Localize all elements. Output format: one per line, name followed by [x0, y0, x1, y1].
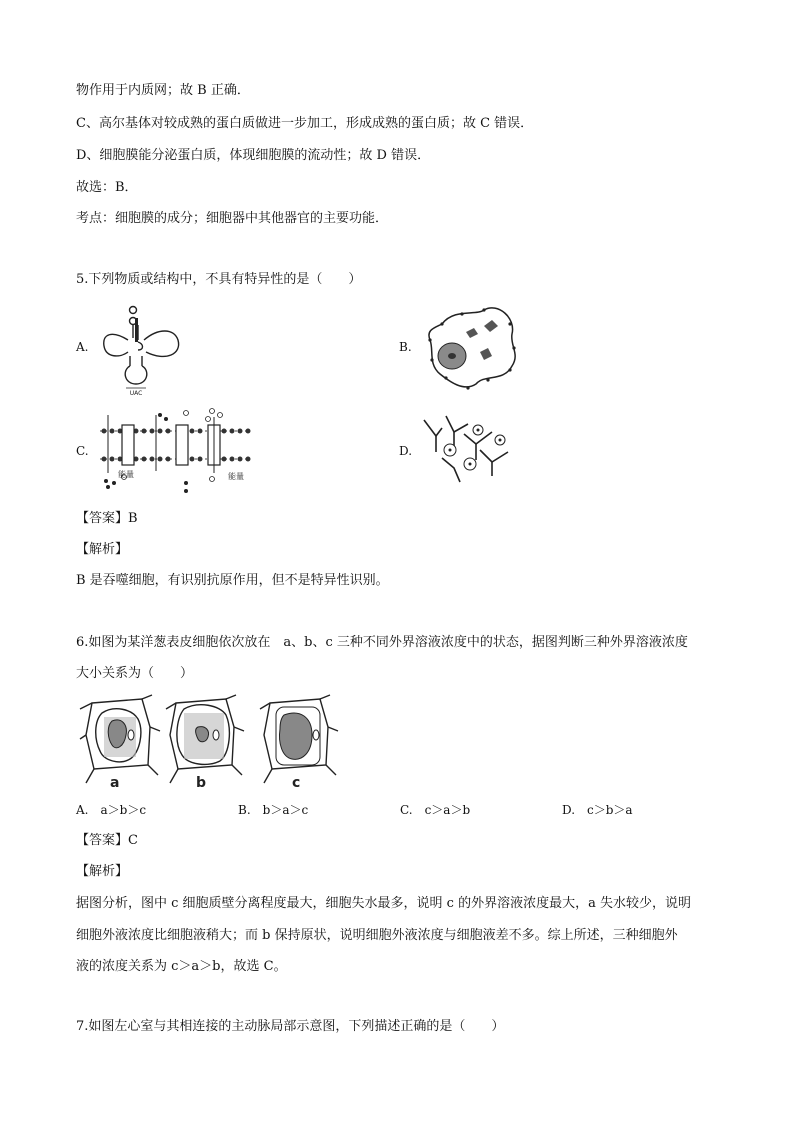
trna-figure [100, 300, 190, 397]
answer-label: 【答案】C [76, 833, 138, 848]
option-a: A. a＞b＞c [76, 803, 147, 817]
question-6-stem: 大小关系为（ ） [76, 666, 194, 681]
analysis-text: 据图分析，图中 c 细胞质壁分离程度最大，细胞失水最多，说明 c 的外界溶液浓度最大，a 失水较少，说明 [76, 896, 691, 911]
text-line: 考点：细胞膜的成分；细胞器中其他器官的主要功能． [76, 211, 389, 226]
phagocyte-figure [424, 302, 524, 392]
onion-cell-figure [80, 695, 340, 795]
analysis-label: 【解析】 [76, 864, 129, 879]
cell-b-label: b [196, 775, 207, 791]
anticodon-label: UAC [129, 390, 143, 397]
answer-label: 【答案】B [76, 511, 138, 526]
option-d-label: D. [399, 444, 413, 458]
cell-a-label: a [110, 775, 120, 791]
cell-c-label: c [292, 775, 301, 791]
antibody-antigen-figure [420, 410, 512, 486]
text-line: 故选：B． [76, 180, 138, 195]
analysis-label: 【解析】 [76, 542, 129, 557]
option-c-label: C. [76, 444, 89, 458]
analysis-text: 液的浓度关系为 c＞a＞b，故选 C。 [76, 959, 287, 974]
analysis-text: 细胞外液浓度比细胞液稍大；而 b 保持原状，说明细胞外液浓度与细胞液差不多。综上所述，三种细胞外 [76, 928, 678, 943]
option-a-label: A. [76, 340, 89, 354]
question-7-stem: 7.如图左心室与其相连接的主动脉局部示意图，下列描述正确的是（ ） [76, 1019, 505, 1034]
option-b-label: B. [399, 340, 412, 354]
membrane-transport-figure [100, 407, 260, 497]
option-d: D. c＞b＞a [562, 803, 633, 817]
question-6-stem: 6.如图为某洋葱表皮细胞依次放在 a、b、c 三种不同外界溶液浓度中的状态，据图判断三种外界溶液浓度 [76, 635, 688, 650]
question-5-stem: 5.下列物质或结构中，不具有特异性的是（ ） [76, 272, 362, 287]
text-line: C、高尔基体对较成熟的蛋白质做进一步加工，形成成熟的蛋白质；故 C 错误． [76, 116, 534, 131]
analysis-text: B 是吞噬细胞，有识别抗原作用，但不是特异性识别。 [76, 573, 389, 588]
text-line: 物作用于内质网；故 B 正确． [76, 83, 250, 98]
option-b: B. b＞a＞c [238, 803, 309, 817]
option-c: C. c＞a＞b [400, 803, 471, 817]
energy-label: 能量 [118, 470, 134, 479]
text-line: D、细胞膜能分泌蛋白质，体现细胞膜的流动性；故 D 错误． [76, 148, 431, 163]
energy-label: 能量 [228, 472, 244, 481]
